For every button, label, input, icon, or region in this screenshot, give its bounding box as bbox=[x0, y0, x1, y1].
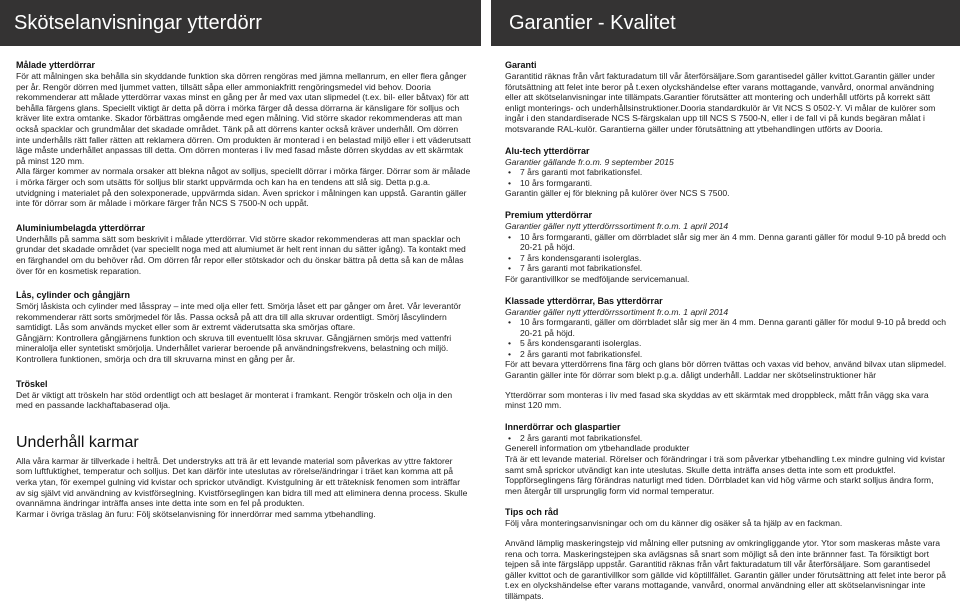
klassade-subtitle: Garantier gäller nytt ytterdörrssortiment fr.o.m. 1 april 2014 bbox=[505, 306, 729, 317]
premium-subtitle: Garantier gäller nytt ytterdörrssortiment fr.o.m. 1 april 2014 bbox=[505, 220, 729, 231]
las-paragraph-1: Smörj låskista och cylinder med låsspray – inte med olja eller fett. Smörja låset ett par gånger om året. Vår leverantör rekommenderar rätt sorts smörjmedel för lås. Passa också på att dra till alla skruvar ordentligt. Smörj låscylindern samtidigt. Lås som används mycket eller som är extremt väderutsatta ska smörjas oftare. bbox=[16, 301, 462, 333]
section-title-alutech: Alu-tech ytterdörrar bbox=[505, 145, 590, 156]
alutech-list bbox=[505, 167, 947, 188]
section-title-las: Lås, cylinder och gångjärn bbox=[16, 290, 131, 301]
left-column bbox=[16, 60, 471, 519]
aluminium-paragraph: Underhålls på samma sätt som beskrivit i målade ytterdörrar. Vid större skador rekommenderas att man spacklar och grundar det skadade området (var speciellt noga med att alumiumet är helt rent innan du sätter igång). Ta kontakt med en färghandel om du behöver råd. Om dörren får repor eller stötskador och du önskar bättra på detta så kan de målas över för en kosmetisk reparation. bbox=[16, 233, 466, 276]
header-title-right: Garantier - Kvalitet bbox=[491, 0, 960, 46]
section-title-malade: Målade ytterdörrar bbox=[16, 60, 96, 70]
section-title-karmar: Underhåll karmar bbox=[16, 433, 139, 451]
tips-paragraph-1: Följ våra monteringsanvisningar och om du känner dig osäker så ta hjälp av en fackman. bbox=[505, 518, 843, 529]
tips-paragraph-2: Använd lämplig maskeringstejp vid målning eller putsning av omkringliggande ytor. Ytor som maskeras måste vara rena och torra. Maskeringstejpen ska avlägsnas så snart som möjligt så den inte brännner fast. Ta försiktigt bort tejpen så inte färgsläpp uppstår. Garantitid räknas från vårt fakturadatum till vår återförsäljare. Som garantisedel gäller kvittot och de garantivillkor som gällde vid köptillfället. Garantin gäller under förutsättning att felet inte beror på t.ex en olyckshändelse efter varans mottagande, vanvård, onormal användning eller att skötselanvisningar inte tillämpats. bbox=[505, 538, 946, 601]
section-title-troskel: Tröskel bbox=[16, 378, 48, 389]
list-item: • 10 års formgaranti, gäller om dörrbladet slår sig mer än 4 mm. Denna garanti gäller för modul 9-10 på bredd och 20-21 på höjd. bbox=[505, 232, 947, 253]
section-title-premium: Premium ytterdörrar bbox=[505, 209, 593, 220]
garanti-paragraph: Garantitid räknas från vårt fakturadatum till vår återförsäljare.Som garantisedel gäller kvittot.Garantin gäller under förutsättning att felet inte beror på t.exen olyckshändelse efter varans mottagande, vanvård, onormal användning eller att skötselanvisningar inte tillämpats.Garantier förutsätter att montering och underhåll utförts på korrekt sätt enligt monterings- och underhållsinstruktioner.Dooria standardkulör är Vit NCS S 0502-Y. Vi målar de kulörer som ingår i den standardiserade NCS S-färgskalan upp till NCS S 7500-N, eller i de fall vi på kunds begäran målat i motsvarande RAL-kulör. Garantierna gäller under förutsättning att ytbehandlingen utförts av Dooria. bbox=[505, 71, 936, 134]
klassade-list bbox=[505, 317, 947, 359]
section-title-tips: Tips och råd bbox=[505, 507, 559, 518]
klassade-paragraph-2: Ytterdörrar som monteras i liv med fasad ska skyddas av ett skärmtak med droppbleck, mått från vägg ska vara minst 120 mm. bbox=[505, 389, 929, 411]
section-title-garanti: Garanti bbox=[505, 60, 537, 70]
inner-list bbox=[505, 433, 947, 444]
troskel-paragraph: Det är viktigt att tröskeln har stöd ordentligt och att beslaget är monterat i framkant. Rengör tröskeln och olja in den med en passande lackhaftabaserad olja. bbox=[16, 389, 453, 411]
list-item: • 7 års garanti mot fabrikationsfel. bbox=[505, 167, 947, 178]
list-item: • 5 års kondensgaranti isolerglas. bbox=[505, 338, 947, 349]
list-item: • 10 års formgaranti, gäller om dörrbladet slår sig mer än 4 mm. Denna garanti gäller för modul 9-10 på bredd och 20-21 på höjd. bbox=[505, 317, 947, 338]
karmar-paragraph-1: Alla våra karmar är tillverkade i heltrå. Det understryks att trä är ett levande material som påverkas av yttre faktorer som luftfuktighet, temperatur och solljus. Det kan därför inte uteslutas av rörelse/ändringar i träet kan komma att på verka ytan, för exempel gulning vid kvistar och sprickor utvändigt. Kvistgulning är ett träteknisk fenomen som inträffar av sig självt vid användning av kvistförseglning. Kvistförseglingen kan bidra till med att eliminera denna process. Skulle ovannämna ändringar inträffa anses inte detta inte som en fel på produkten. bbox=[16, 455, 468, 509]
list-item: • 2 års garanti mot fabrikationsfel. bbox=[505, 349, 947, 360]
malade-paragraph-1: För att målningen ska behålla sin skyddande funktion ska dörren rengöras med jämna mellanrum, en eller flera gånger per år. Rengör dörren med ljummet vatten, tillsätt såpa eller ammoniakfritt rengöringsmedel vid behov. Dooria rekommenderar att målade ytterdörrar vaxas minst en gång per år med vax utan slipmedel (t.ex. bil- eller båtvax) för att behålla färgens glans. Speciellt viktigt är detta på dörra i mörka färger då dessa dörrarna är känsligare för solljus och kräver lite extra omtanke. Skador förbättras omgående med egen målning. Vid större skador rekommenderas att man också spacklar och grundmålar det skadade området. Tänk på att dörrens kanter också kräver underhåll. Om dörren inte underhålls rätt faller rätten att reklamera dörren. Om produkten är monterad i en belastad miljö eller i ett väderutsatt läge måste underhållet anpassas till detta. Om dörren monteras i liv med fasad måste dörren skyddas av ett skärmtak på minst 120 mm. bbox=[16, 71, 471, 166]
header-title-left: Skötselanvisningar ytterdörr bbox=[0, 0, 481, 46]
premium-paragraph: För garantivillkor se medföljande servicemanual. bbox=[505, 273, 690, 284]
list-item: • 10 års formgaranti. bbox=[505, 178, 947, 189]
right-column bbox=[505, 60, 947, 602]
malade-paragraph-2: Alla färger kommer av normala orsaker att blekna något av solljus, speciellt dörrar i mörka färger. Dörrar som är målade i mörka färger och som utsätts för solljus blir starkt uppvärmda och kan ha en tendens att slå sig. Detta p.g.a. utvidgning i materialet på den solexponerade, uppvärmda sidan. Även sprickor i målningen kan uppstå. Garantin gäller inte för dörrar som är målade i mörkare färger från NCS S 7500-N och uppåt. bbox=[16, 166, 471, 209]
page-header bbox=[0, 0, 960, 46]
inner-paragraph-1: Generell information om ytbehandlade produkter bbox=[505, 443, 690, 454]
section-title-inner: Innerdörrar och glaspartier bbox=[505, 421, 621, 432]
section-title-aluminium: Aluminiumbelagda ytterdörrar bbox=[16, 222, 146, 233]
klassade-paragraph-1: För att bevara ytterdörrens fina färg och glans bör dörren tvättas och vaxas vid behov, använd bilvax utan slipmedel. Garantin gäller inte för dörrar som blekt p.g.a. dåligt underhåll. Laddar ner skötselinstruktioner här bbox=[505, 359, 947, 381]
premium-list bbox=[505, 232, 947, 274]
alutech-paragraph: Garantin gäller ej för blekning på kulörer över NCS S 7500. bbox=[505, 188, 730, 199]
alutech-subtitle: Garantier gällande fr.o.m. 9 september 2015 bbox=[505, 156, 674, 167]
section-title-klassade: Klassade ytterdörrar, Bas ytterdörrar bbox=[505, 295, 663, 306]
inner-paragraph-2: Trä är ett levande material. Rörelser och förändringar i trä som påverkar ytbehandling t.ex mindre gulning vid kvistar samt små sprickor utvändigt kan inte uteslutas. Skulle detta inträffa anses detta inte som ett produktfel. Toppförseglingens färg förändras naturligt med tiden. Dörrbladet kan vid hög värme och starkt solljus ändra form, men återgår till ursprunglig form vid normal temperatur. bbox=[505, 454, 946, 496]
header-divider bbox=[481, 0, 491, 46]
karmar-paragraph-2: Karmar i övriga träslag än furu: Följ skötselanvisning för innerdörrar med samma ytbehandling. bbox=[16, 508, 376, 519]
list-item: • 7 års garanti mot fabrikationsfel. bbox=[505, 263, 947, 274]
las-paragraph-2: Gångjärn: Kontrollera gångjärnens funktion och skruva till eventuellt lösa skruvar. Gångjärnen smörjs med vattenfri mineralolja eller syntetiskt smörjolja. Underhållet varierar beroende på användningsfrekvens, belastning och miljö. Kontrollera funktionen, smörja och dra till skruvarna minst en gång per år. bbox=[16, 332, 452, 365]
list-item: • 2 års garanti mot fabrikationsfel. bbox=[505, 433, 947, 444]
list-item: • 7 års kondensgaranti isolerglas. bbox=[505, 253, 947, 264]
